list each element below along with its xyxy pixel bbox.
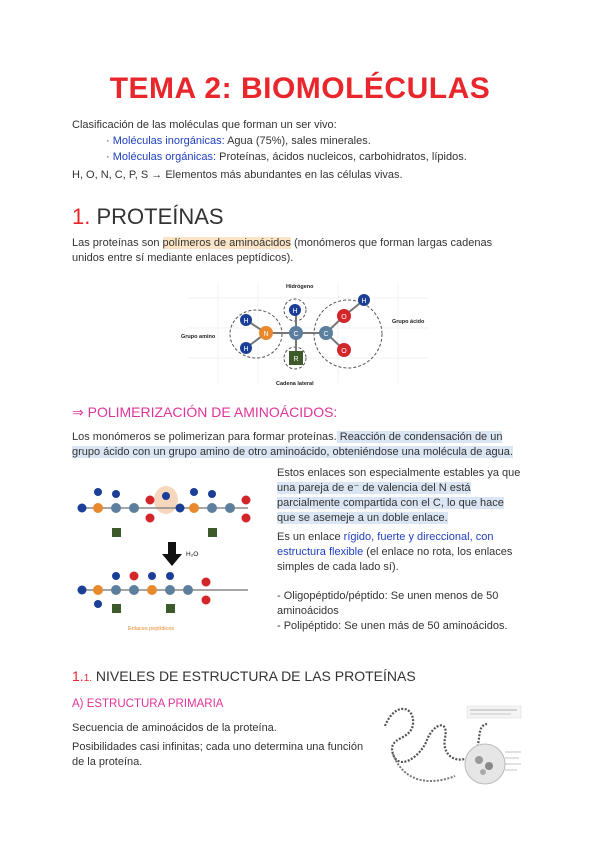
label-grupo-acido: Grupo ácido [392,319,425,325]
highlight-text: parcialmente compartida con el C, lo que hace [277,497,504,509]
atom-label: C [293,331,299,338]
subsection-number: 1. [83,673,93,684]
zoom-circle [465,744,505,784]
section-title: NIVELES DE ESTRUCTURA DE LAS PROTEÍNAS [92,668,416,684]
term-inorganic: Moléculas inorgánicas: [112,135,225,147]
section-number: 1. [72,204,91,229]
atom-label: O [341,314,347,321]
highlight-text: Reacción de condensación de un [336,431,503,443]
enlace-props-1 [277,530,493,545]
polimerizacion-paragraph-2 [72,445,513,460]
page-title: TEMA 2: BIOMOLÉCULAS [109,72,491,105]
water-label: H₂O [186,551,199,558]
section-number: 1. [72,668,84,684]
primaria-line-3: de la proteína. [72,756,143,768]
oligopeptido-line-1: - Oligopéptido/péptido: Se unen menos de 50 [277,590,499,602]
bottom-chain [78,572,211,614]
text: Las proteínas son [72,237,163,249]
bullet-text: Agua (75%), sales minerales. [224,135,371,147]
arrow-down-icon [162,542,182,566]
text: (monómeros que forman largas cadenas [290,237,493,249]
bullet-inorganic [106,134,371,149]
enlace-props-3: simples de cada lado sí). [277,561,399,573]
section-title: PROTEÍNAS [90,204,224,229]
polipeptido-line: - Polipéptido: Se unen más de 50 aminoácidos. [277,620,508,632]
bullet-text: Proteínas, ácidos nucleicos, carbohidratos, lípidos. [216,151,467,163]
label-grupo-amino: Grupo amino [181,334,216,340]
caption-box [467,706,521,718]
primaria-line-2: Posibilidades casi infinitas; cada uno determina una función [72,741,364,753]
atom-label: O [341,348,347,355]
estructura-primaria-heading: A) ESTRUCTURA PRIMARIA [72,698,224,710]
bullet-organic [106,150,467,165]
highlight-text: que se asemeje a un doble enlace. [277,512,448,524]
atom-label: C [323,331,329,338]
enlace-props-2 [277,545,512,560]
blue-text: estructura flexible [277,546,364,558]
label-hidrogeno: Hidrógeno [286,284,314,290]
atom-label: R [293,356,299,363]
highlight-text: grupo ácido con un grupo amino de otro aminoácido, obteniéndose una molécula de agua. [72,446,513,458]
proteins-paragraph-2: unidos entre sí mediante enlaces peptídicos). [72,252,294,264]
polymerization-diagram [70,478,270,636]
atom-label: N [263,331,269,338]
bullet-prefix: · [106,135,113,147]
oligopeptido-line-2: aminoácidos [277,605,339,617]
label-cadena-lateral: Cadena lateral [276,381,314,387]
atom-label: H [243,318,249,325]
section-heading-proteinas [72,204,224,230]
section-heading-niveles [72,668,416,684]
polimerizacion-heading: ⇒ POLIMERIZACIÓN DE AMINOÁCIDOS: [72,404,338,420]
enlaces-peptidicos-label: Enlaces peptídicos [128,626,175,632]
term-organic: Moléculas orgánicas: [112,151,217,163]
atom-label: H [243,346,249,353]
enlace-text-4 [277,511,448,526]
enlace-text-1: Estos enlaces son especialmente estables ya que [277,467,521,479]
blue-text: rígido, fuerte y direccional, con [343,531,494,543]
amino-acid-diagram [178,278,438,390]
bullet-prefix: · [106,151,113,163]
polimerizacion-paragraph [72,430,502,445]
enlace-text-3 [277,496,504,511]
highlight-text: una pareja de e⁻ de valencia del N está [277,482,471,494]
protein-chain-image [375,696,525,792]
primaria-line-1: Secuencia de aminoácidos de la proteína. [72,722,277,734]
atom-label: H [292,308,298,315]
elements-line: H, O, N, C, P, S → Elementos más abundantes en las células vivas. [72,169,403,181]
text: (el enlace no rota, los enlaces [363,546,513,558]
proteins-paragraph [72,236,532,251]
atom-label: H [361,298,367,305]
enlace-text-2 [277,481,471,496]
text: Los monómeros se polimerizan para formar proteínas. [72,431,337,443]
text: Es un enlace [277,531,344,543]
intro-line: Clasificación de las moléculas que forman un ser vivo: [72,119,337,131]
highlight-text: polímeros de aminoácidos [162,237,291,249]
